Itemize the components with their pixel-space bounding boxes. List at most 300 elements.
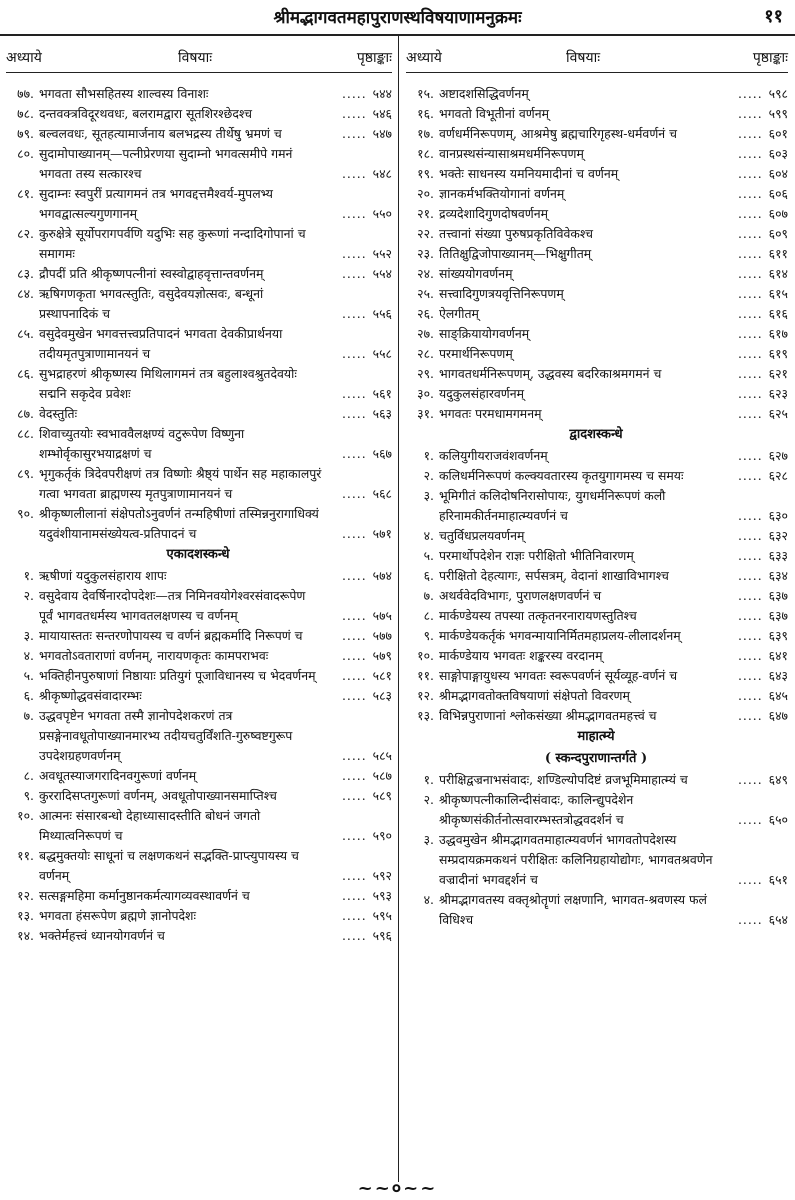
chapter-subject: कलिधर्मनिरूपणं कल्क्यवतारस्य कृतयुगागमस्य च समयः (439, 468, 684, 483)
chapter-subject: शिवाच्युतयोः स्वभाववैलक्षण्यं वटुरूपेण विष्णुना शम्भोर्वृकासुरभयाद्रक्षणं च (39, 426, 245, 461)
column-divider (398, 34, 399, 1182)
page-number-value: ५७५ (372, 608, 392, 623)
page-ref (716, 264, 788, 284)
page-number-value: ६०१ (768, 126, 788, 141)
chapter-number: ७९. (17, 126, 34, 141)
toc-entry (404, 184, 788, 204)
page-number-value: ५९२ (372, 868, 392, 883)
page-number-value: ५४४ (372, 86, 392, 101)
page-number-value: ५४७ (372, 126, 392, 141)
chapter-subject: द्रव्यदेशादिगुणदोषवर्णनम् (439, 206, 549, 221)
chapter-subject: साङ्क्रियायोगवर्णनम् (439, 326, 530, 341)
leader-dots: ..... (737, 708, 763, 723)
chapter-number: ४. (23, 648, 34, 663)
right-column (404, 84, 788, 930)
leader-dots: ..... (341, 126, 367, 141)
leader-dots: ..... (737, 528, 763, 543)
leader-dots: ..... (737, 186, 763, 201)
chapter-number: ८९. (17, 466, 34, 481)
chapter-number: २०. (417, 186, 434, 201)
chapter-number: ६. (423, 568, 434, 583)
chapter-number: ३०. (417, 386, 434, 401)
leader-dots: ..... (341, 568, 367, 583)
chapter-number: १९. (417, 166, 434, 181)
page-ref (716, 104, 788, 124)
toc-entry (4, 646, 392, 666)
page-number-value: ६०६ (768, 186, 788, 201)
page-ref (716, 546, 788, 566)
page-number-value: ५७७ (372, 628, 392, 643)
chapter-number: ५. (423, 548, 434, 563)
chapter-subject: भगवतो विभूतीनां वर्णनम् (439, 106, 550, 121)
toc-entry (404, 446, 788, 466)
toc-entry (404, 566, 788, 586)
page-number-value: ६१४ (768, 266, 788, 281)
page-ref (716, 344, 788, 364)
page-number-value: ५९८ (768, 86, 788, 101)
chapter-subject: दन्तवक्त्रविदूरथवधः, बलरामद्वारा सूतशिरश्छेदश्च (39, 106, 253, 121)
chapter-number: ९. (23, 788, 34, 803)
chapter-subject: भगवता हंसरूपेण ब्रह्मणे ज्ञानोपदेशः (39, 908, 196, 923)
leader-dots: ..... (341, 648, 367, 663)
toc-entry (4, 926, 392, 946)
page-ref (716, 124, 788, 144)
chapter-number: ७. (423, 588, 434, 603)
page-ref (320, 524, 392, 544)
page-number-value: ५६३ (372, 406, 392, 421)
chapter-number: २. (23, 588, 34, 603)
chapter-subject: अवधूतस्याजगरादिनवगुरूणां वर्णनम् (39, 768, 197, 783)
chapter-subject: श्रीकृष्णपत्नीकालिन्दीसंवादः, कालिन्द्युपदेशेन श्रीकृष्णसंकीर्तनोत्सवारम्भस्तत्रोद्धवदर्शनं च (439, 792, 634, 827)
chapter-subject: वानप्रस्थसंन्यासाश्रमधर्मनिरूपणम् (439, 146, 584, 161)
page-ref (716, 646, 788, 666)
chapter-subject: ऋषीणां यदुकुलसंहाराय शापः (39, 568, 167, 583)
chapter-number: १. (423, 448, 434, 463)
section-heading: माहात्म्ये (577, 729, 615, 744)
leader-dots: ..... (737, 448, 763, 463)
toc-entry (4, 184, 392, 224)
leader-dots: ..... (737, 588, 763, 603)
toc-entry (4, 786, 392, 806)
leader-dots: ..... (341, 868, 367, 883)
toc-entry (4, 706, 392, 766)
chapter-number: १०. (17, 808, 34, 823)
toc-entry (4, 806, 392, 846)
toc-entry (404, 204, 788, 224)
toc-entry (404, 164, 788, 184)
chapter-subject: वर्णधर्मनिरूपणम्, आश्रमेषु ब्रह्मचारिगृहस्थ-धर्मवर्णनं च (439, 126, 677, 141)
toc-entry (404, 304, 788, 324)
chapter-number: ८३. (17, 266, 34, 281)
page-ref (716, 84, 788, 104)
toc-entry (4, 404, 392, 424)
chapter-subject: अथर्ववेदविभागः, पुराणलक्षणवर्णनं च (439, 588, 602, 603)
toc-entry (4, 766, 392, 786)
page-number-value: ५७४ (372, 568, 392, 583)
chapter-number: ९०. (17, 506, 34, 521)
leader-dots: ..... (737, 628, 763, 643)
toc-entry (404, 890, 788, 930)
chapter-subject: कलियुगीयराजवंशवर्णनम् (439, 448, 548, 463)
chapter-number: १८. (417, 146, 434, 161)
page-ref (320, 566, 392, 586)
chapter-number: ३. (23, 628, 34, 643)
page-ref (716, 204, 788, 224)
leader-dots: ..... (737, 406, 763, 421)
page-number-value: ५८१ (372, 668, 392, 683)
chapter-subject: श्रीकृष्णलीलानां संक्षेपतोऽनुवर्णनं तन्महिषीणां तस्मिन्ननुरागाधिक्यं यदुवंशीयानामसंख्येयत्व-प्रतिपादनं च (39, 506, 319, 541)
toc-entry (4, 586, 392, 626)
chapter-heading: अध्याये (6, 50, 42, 66)
chapter-subject: आत्मनः संसारबन्धो देहाध्यासादस्तीति बोधनं जगतो मिथ्यात्वनिरूपणं च (39, 808, 261, 843)
chapter-number: २३. (417, 246, 434, 261)
chapter-number: ११. (417, 668, 434, 683)
chapter-subject: उद्धवपृष्टेन भगवता तस्मै ज्ञानोपदेशकरणं तत्र प्रसङ्गेनावधूतोपाख्यानमारभ्य तदीयचतुर्विंशति-गुरुष्वष्टगुरूप उपदेशग्रहणवर्णनम् (39, 708, 293, 763)
toc-entry (4, 906, 392, 926)
leader-dots: ..... (737, 226, 763, 241)
toc-entry (404, 686, 788, 706)
chapter-subject: भक्तेः साधनस्य यमनियमादीनां च वर्णनम् (439, 166, 619, 181)
page-number-value: ६४१ (768, 648, 788, 663)
chapter-number: ११. (17, 848, 34, 863)
chapter-subject: यदुकुलसंहारवर्णनम् (439, 386, 525, 401)
page-ref (716, 304, 788, 324)
leader-dots: ..... (737, 206, 763, 221)
page-ref (716, 144, 788, 164)
page-number-value: ६१७ (768, 326, 788, 341)
page-number-value: ५४६ (372, 106, 392, 121)
toc-entry (404, 586, 788, 606)
chapter-number: १७. (417, 126, 434, 141)
page-number-value: ६३० (768, 508, 788, 523)
chapter-subject: श्रीकृष्णोद्धवसंवादारम्भः (39, 688, 142, 703)
toc-entry (404, 384, 788, 404)
leader-dots: ..... (737, 688, 763, 703)
chapter-number: २२. (417, 226, 434, 241)
page-number-value: ५४८ (372, 166, 392, 181)
page-ref (320, 926, 392, 946)
chapter-subject: परमार्थोपदेशेन राज्ञः परीक्षितो भीतिनिवारणम् (439, 548, 634, 563)
page-number-value: ६३२ (768, 528, 788, 543)
chapter-subject: द्रौपदीं प्रति श्रीकृष्णपत्नीनां स्वस्वोद्वाहवृत्तान्तवर्णनम् (39, 266, 264, 281)
toc-entry (404, 646, 788, 666)
toc-entry (404, 124, 788, 144)
page-number-value: ६११ (768, 246, 788, 261)
chapter-subject: भगवतोऽवताराणां वर्णनम्, नारायणकृतः कामपराभवः (39, 648, 269, 663)
chapter-number: ८२. (17, 226, 34, 241)
toc-entry (404, 324, 788, 344)
chapter-number: ९. (423, 628, 434, 643)
page-ref (320, 264, 392, 284)
leader-dots: ..... (737, 306, 763, 321)
page-number-value: ५९६ (372, 928, 392, 943)
chapter-subject: अष्टादशसिद्धिवर्णनम् (439, 86, 529, 101)
page-number-value: ५६१ (372, 386, 392, 401)
page-ref (320, 444, 392, 464)
chapter-subject: चतुर्विधप्रलयवर्णनम् (439, 528, 525, 543)
page-ref (320, 404, 392, 424)
chapter-subject: मार्कण्डेयस्य तपस्या तत्कृतनरनारायणस्तुतिश्च (439, 608, 637, 623)
chapter-subject: वेदस्तुतिः (39, 406, 78, 421)
leader-dots: ..... (737, 326, 763, 341)
page-ref (320, 886, 392, 906)
page-number-value: ६०७ (768, 206, 788, 221)
page-number-value: ६५१ (768, 872, 788, 887)
chapter-number: १. (423, 772, 434, 787)
subject-heading: विषयाः (566, 50, 601, 66)
leader-dots: ..... (341, 748, 367, 763)
page-ref (320, 84, 392, 104)
page-number-value: ५९३ (372, 888, 392, 903)
page-number-value: ६१५ (768, 286, 788, 301)
page-ref (320, 244, 392, 264)
page-number-value: ६२७ (768, 448, 788, 463)
page-heading: पृष्ठाङ्काः (752, 50, 788, 66)
page-header (0, 0, 795, 36)
toc-entry (4, 886, 392, 906)
chapter-number: १३. (417, 708, 434, 723)
page-ref (320, 766, 392, 786)
toc-entry (404, 364, 788, 384)
page-number-value: ५९५ (372, 908, 392, 923)
page-ref (716, 770, 788, 790)
page-number-value: ५८५ (372, 748, 392, 763)
leader-dots: ..... (341, 828, 367, 843)
page-number-value: ६४५ (768, 688, 788, 703)
page-ref (716, 164, 788, 184)
leader-dots: ..... (737, 568, 763, 583)
page-heading: पृष्ठाङ्काः (356, 50, 392, 66)
page-ref (320, 104, 392, 124)
page-number-value: ५७९ (372, 648, 392, 663)
leader-dots: ..... (341, 608, 367, 623)
page-number-value: ६१९ (768, 346, 788, 361)
leader-dots: ..... (737, 548, 763, 563)
leader-dots: ..... (341, 206, 367, 221)
chapter-number: २१. (417, 206, 434, 221)
leader-dots: ..... (737, 386, 763, 401)
section-heading: ( स्कन्दपुराणान्तर्गते ) (544, 751, 648, 766)
right-column-header (406, 44, 788, 73)
chapter-subject: सत्त्वादिगुणत्रयवृत्तिनिरूपणम् (439, 286, 564, 301)
toc-entry (4, 144, 392, 184)
page-number-value: ५७१ (372, 526, 392, 541)
leader-dots: ..... (737, 668, 763, 683)
section-heading: एकादशस्कन्धे (166, 547, 230, 562)
page-ref (320, 646, 392, 666)
page-number-value: ६२१ (768, 366, 788, 381)
chapter-subject: सांख्ययोगवर्णनम् (439, 266, 513, 281)
page-number-value: ६२५ (768, 406, 788, 421)
page-number-value: ५५६ (372, 306, 392, 321)
toc-entry (4, 846, 392, 886)
leader-dots: ..... (341, 628, 367, 643)
chapter-number: २. (423, 468, 434, 483)
page-ref (716, 706, 788, 726)
page-ref (320, 786, 392, 806)
chapter-number: २४. (417, 266, 434, 281)
leader-dots: ..... (341, 86, 367, 101)
chapter-subject: कुररादिसप्तगुरूणां वर्णनम्, अवधूतोपाख्यानसमाप्तिश्च (39, 788, 277, 803)
toc-entry (404, 264, 788, 284)
chapter-subject: परमार्थनिरूपणम् (439, 346, 513, 361)
chapter-subject: ऐलगीतम् (439, 306, 479, 321)
page-ref (320, 606, 392, 626)
chapter-number: १२. (417, 688, 434, 703)
toc-entry (4, 364, 392, 404)
chapter-number: १०. (417, 648, 434, 663)
chapter-subject: मायायास्ततः सन्तरणोपायस्य च वर्णनं ब्रह्मकर्मादि निरूपणं च (39, 628, 303, 643)
page-ref (716, 446, 788, 466)
leader-dots: ..... (341, 768, 367, 783)
page-ref (716, 224, 788, 244)
page-number-value: ६०४ (768, 166, 788, 181)
chapter-number: २६. (417, 306, 434, 321)
toc-entry (404, 546, 788, 566)
leader-dots: ..... (737, 608, 763, 623)
leader-dots: ..... (737, 912, 763, 927)
toc-entry (4, 264, 392, 284)
page-number-value: ५६७ (372, 446, 392, 461)
chapter-number: १. (23, 568, 34, 583)
toc-entry (4, 84, 392, 104)
chapter-number: २८. (417, 346, 434, 361)
chapter-number: २. (423, 792, 434, 807)
page-number-value: ५५० (372, 206, 392, 221)
chapter-number: १३. (17, 908, 34, 923)
chapter-subject: तत्त्वानां संख्या पुरुषप्रकृतिविवेकश्च (439, 226, 594, 241)
page-number-value: ६५० (768, 812, 788, 827)
chapter-subject: परीक्षिद्वज्रनाभसंवादः, शण्डिल्योपदिष्टं व्रजभूमिमाहात्म्यं च (439, 772, 688, 787)
chapter-number: ४. (423, 528, 434, 543)
leader-dots: ..... (737, 872, 763, 887)
page-ref (716, 606, 788, 626)
toc-entry (404, 344, 788, 364)
chapter-number: २५. (417, 286, 434, 301)
page-number: ११ (764, 6, 783, 27)
chapter-subject: परीक्षितो देहत्यागः, सर्पसत्रम्, वेदानां शाखाविभागश्च (439, 568, 669, 583)
page-ref (716, 666, 788, 686)
page-ref (320, 666, 392, 686)
chapter-number: ८७. (17, 406, 34, 421)
leader-dots: ..... (737, 648, 763, 663)
chapter-subject: तितिक्षुद्विजोपाख्यानम्—भिक्षुगीतम् (439, 246, 592, 261)
chapter-subject: बल्वलवधः, सूतहत्यामार्जनाय बलभद्रस्य तीर्थेषु भ्रमणं च (39, 126, 282, 141)
left-column (4, 84, 392, 946)
leader-dots: ..... (737, 266, 763, 281)
toc-entry (404, 526, 788, 546)
page-number-value: ५६८ (372, 486, 392, 501)
page-number-value: ६३७ (768, 608, 788, 623)
toc-entry (4, 666, 392, 686)
chapter-number: ८०. (17, 146, 34, 161)
page-ref (320, 626, 392, 646)
page-number-value: ६४३ (768, 668, 788, 683)
page-ref (716, 324, 788, 344)
chapter-subject: श्रीमद्भागवतस्य वक्तृश्रोतॄणां लक्षणानि, भागवत-श्रवणस्य फलं विधिश्च (439, 892, 707, 927)
page-title: श्रीमद्भागवतमहापुराणस्थविषयाणामनुक्रमः (273, 8, 522, 28)
toc-entry (4, 284, 392, 324)
chapter-subject: भूमिगीतं कलिदोषनिरासोपायः, युगधर्मनिरूपणं कलौ हरिनामकीर्तनमाहात्म्यवर्णनं च (439, 488, 666, 523)
page-number-value: ५८९ (372, 788, 392, 803)
leader-dots: ..... (341, 386, 367, 401)
leader-dots: ..... (737, 106, 763, 121)
page-number-value: ६२८ (768, 468, 788, 483)
toc-entry (404, 284, 788, 304)
toc-entry (4, 424, 392, 464)
page-number-value: ६४७ (768, 708, 788, 723)
chapter-number: ८१. (17, 186, 34, 201)
page-ref (716, 586, 788, 606)
section-heading: द्वादशस्कन्धे (569, 427, 623, 442)
page-ref (716, 466, 788, 486)
leader-dots: ..... (737, 508, 763, 523)
page-number-value: ५८३ (372, 688, 392, 703)
page-ref (716, 244, 788, 264)
chapter-subject: विभिन्नपुराणानां श्लोकसंख्या श्रीमद्भागवतमहत्त्वं च (439, 708, 657, 723)
chapter-number: ८. (423, 608, 434, 623)
page-number-value: ६१६ (768, 306, 788, 321)
page-number-value: ६४९ (768, 772, 788, 787)
chapter-number: ८४. (17, 286, 34, 301)
page-number-value: ६३४ (768, 568, 788, 583)
toc-entry (404, 486, 788, 526)
chapter-heading: अध्याये (406, 50, 442, 66)
page-number-value: ६२३ (768, 386, 788, 401)
toc-entry (404, 606, 788, 626)
leader-dots: ..... (341, 346, 367, 361)
toc-entry (4, 124, 392, 144)
leader-dots: ..... (737, 86, 763, 101)
toc-entry (404, 770, 788, 790)
chapter-subject: मार्कण्डेयकर्तृकं भगवन्मायानिर्मितमहाप्रलय-लीलादर्शनम् (439, 628, 681, 643)
page-ref (716, 384, 788, 404)
page-ref (716, 284, 788, 304)
page-number-value: ६५४ (768, 912, 788, 927)
toc-entry (404, 830, 788, 890)
page-ref (716, 686, 788, 706)
footer-ornament: ~~०~~ (357, 1178, 438, 1199)
chapter-number: ७७. (17, 86, 34, 101)
leader-dots: ..... (737, 286, 763, 301)
page-ref (716, 810, 788, 830)
toc-entry (4, 686, 392, 706)
leader-dots: ..... (341, 246, 367, 261)
page-number-value: ६०९ (768, 226, 788, 241)
leader-dots: ..... (341, 166, 367, 181)
toc-entry (4, 224, 392, 264)
page-ref (320, 906, 392, 926)
chapter-subject: वसुदेवमुखेन भगवत्तत्त्वप्रतिपादनं भगवता देवकीप्रार्थनया तदीयमृतपुत्राणामानयनं च (39, 326, 283, 361)
page-ref (320, 384, 392, 404)
toc-entry (404, 244, 788, 264)
chapter-subject: श्रीमद्भागवतोक्तविषयाणां संक्षेपतो विवरणम् (439, 688, 630, 703)
chapter-subject: भृगुकर्तृकं त्रिदेवपरीक्षणं तत्र विष्णोः श्रैष्ठ्यं पार्थेन सह महाकालपुरं गत्वा भगवता ब्राह्मणस्य मृतपुत्राणामानयनं च (39, 466, 322, 501)
toc-entry (4, 464, 392, 504)
toc-entry (404, 404, 788, 424)
page-ref (320, 304, 392, 324)
chapter-number: ७८. (17, 106, 34, 121)
chapter-number: ७. (23, 708, 34, 723)
page-number-value: ५९९ (768, 106, 788, 121)
chapter-number: ३. (423, 488, 434, 503)
leader-dots: ..... (737, 346, 763, 361)
page-number-value: ६०३ (768, 146, 788, 161)
page-number-value: ५५८ (372, 346, 392, 361)
page-number-value: ६३७ (768, 588, 788, 603)
chapter-subject: ज्ञानकर्मभक्तियोगानां वर्णनम् (439, 186, 565, 201)
subject-heading: विषयाः (178, 50, 213, 66)
